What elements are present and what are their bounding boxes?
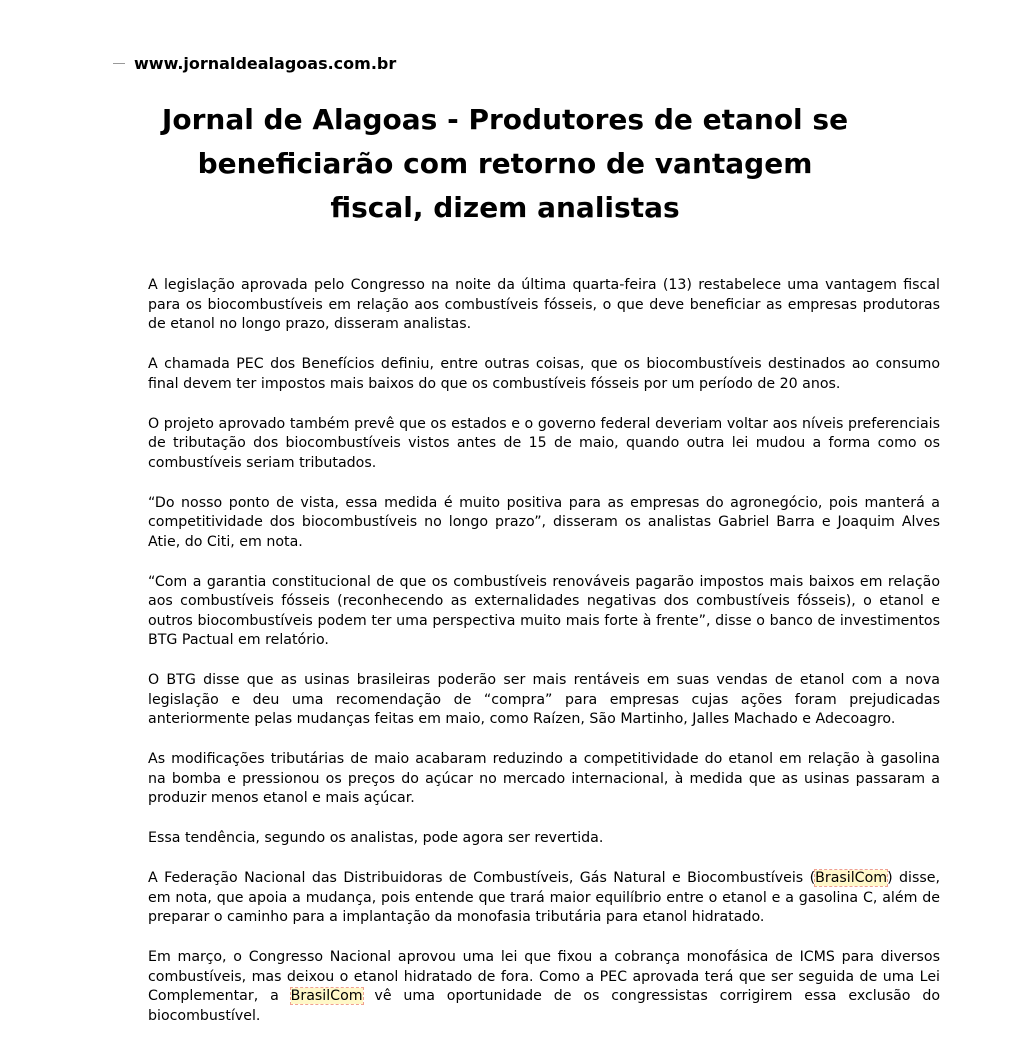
divider [113,63,125,64]
paragraph: O BTG disse que as usinas brasileiras poderão ser mais rentáveis em suas vendas de etanol com a nova legislação e deu uma recomendação de “compra” para empresas cujas ações foram prejudicadas anteriormente pelas mudanças feitas em maio, como Raízen, São Martinho, Jalles Machado e Adecoagro. [148,672,940,727]
highlighted-term[interactable]: BrasilCom [815,870,888,886]
paragraph: As modificações tributárias de maio acabaram reduzindo a competitividade do etanol em relação à gasolina na bomba e pressionou os preços do açúcar no mercado internacional, à medida que as usinas passaram a produzir menos etanol e mais açúcar. [148,751,940,806]
paragraph: “Com a garantia constitucional de que os combustíveis renováveis pagarão impostos mais baixos em relação aos combustíveis fósseis (reconhecendo as externalidades negativas dos combustíveis fósseis), o etanol e outros biocombustíveis podem ter uma perspectiva muito mais forte à frente”, disse o banco de investimentos BTG Pactual em relatório. [148,573,940,648]
paragraph: “Do nosso ponto de vista, essa medida é muito positiva para as empresas do agronegócio, pois manterá a competitividade dos biocombustíveis no longo prazo”, disseram os analistas Gabriel Barra e Joaquim Alves Atie, do Citi, em nota. [148,494,940,550]
article-title: Jornal de Alagoas - Produtores de etanol se beneficiarão com retorno de vantagem fiscal, dizem analistas [161,103,849,224]
text: A Federação Nacional das Distribuidoras de Combustíveis, Gás Natural e Biocombustíveis ( [148,870,816,886]
paragraph: A legislação aprovada pelo Congresso na noite da última quarta-feira (13) restabelece uma vantagem fiscal para os biocombustíveis em relação aos combustíveis fósseis, o que deve beneficiar as empresas produtoras de etanol no longo prazo, disseram analistas. [148,277,940,332]
highlighted-term[interactable]: BrasilCom [290,988,363,1004]
text: vê uma oportunidade de os congressistas corrigirem essa exclusão do biocombustível. [148,988,940,1024]
site-url[interactable]: www.jornaldealagoas.com.br [134,54,397,73]
text: ) disse, em nota, que apoia a mudança, pois entende que trará maior equilíbrio entre o etanol e a gasolina C, além de preparar o caminho para a implantação da monofasia tributária para etanol hidratado. [148,870,940,925]
paragraph [148,948,940,1026]
paragraph [148,869,940,928]
article-body [148,276,940,1047]
site-header [113,54,396,73]
text: Em março, o Congresso Nacional aprovou uma lei que fixou a cobrança monofásica de ICMS para diversos combustíveis, mas deixou o etanol hidratado de fora. Como a PEC aprovada terá que ser seguida de uma Lei Complementar, a [148,949,940,1004]
paragraph: A chamada PEC dos Benefícios definiu, entre outras coisas, que os biocombustíveis destinados ao consumo final devem ter impostos mais baixos do que os combustíveis fósseis por um período de 20 anos. [148,356,940,392]
paragraph: O projeto aprovado também prevê que os estados e o governo federal deveriam voltar aos níveis preferenciais de tributação dos biocombustíveis vistos antes de 15 de maio, quando outra lei mudou a forma como os combustíveis seriam tributados. [148,415,940,471]
paragraph: Essa tendência, segundo os analistas, pode agora ser revertida. [148,830,604,846]
